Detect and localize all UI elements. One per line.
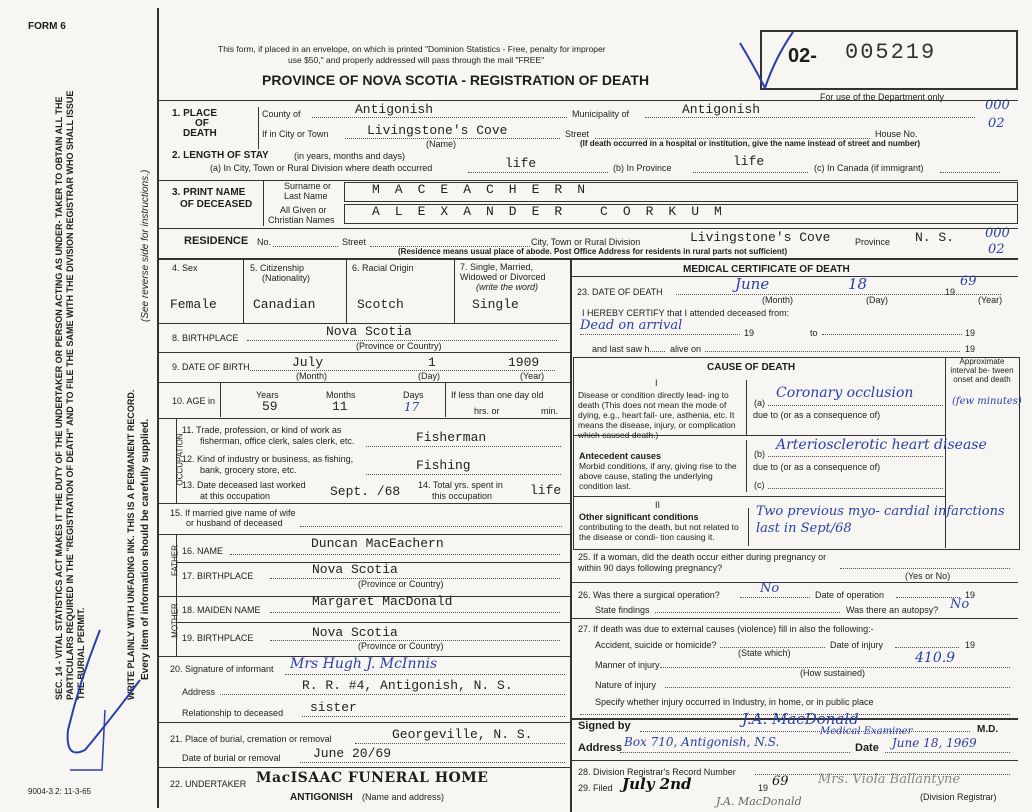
autopsy-label: Was there an autopsy? xyxy=(846,605,939,615)
municipality-label: Municipality of xyxy=(572,109,630,119)
mother-birthplace-label: 19. BIRTHPLACE xyxy=(182,633,254,643)
rule xyxy=(273,246,338,247)
checkmark-icon xyxy=(735,28,795,98)
rule xyxy=(573,435,945,436)
sex-label: 4. Sex xyxy=(172,263,198,273)
specify-label: Specify whether injury occurred in Industry, in home, or in public place xyxy=(595,697,874,707)
rule xyxy=(468,172,608,173)
dod-year-prefix: 19 xyxy=(945,287,956,297)
burial-date-label: Date of burial or removal xyxy=(182,753,281,763)
given-label-2: Christian Names xyxy=(268,215,335,225)
industry-label-2: bank, grocery store, etc. xyxy=(200,465,297,475)
days-label: Days xyxy=(403,390,424,400)
dod-year-label: (Year) xyxy=(978,295,1003,305)
day-label: (Day) xyxy=(418,371,440,381)
registrar-under: J.A. MacDonald xyxy=(716,795,802,808)
rule xyxy=(570,760,1018,761)
signature-mark-icon xyxy=(40,620,160,780)
name-label-2: OF DECEASED xyxy=(180,199,253,210)
dob-day: 1 xyxy=(428,355,436,370)
side-instructions: SEC. 14 - VITAL STATISTICS ACT MAKES IT THE DUTY OF THE UNDERTAKER OR PERSON ACTING AS UNDER- TAKER TO OBTAIN ALL THE PARTICULARS REQUIRED IN THE "REGISTRATION OF DEATH" AND TO FILE THE SAME WITH THE DIVISION REGISTRAR WHO SHALL ISSUE THE BURIAL PERMIT. xyxy=(54,90,86,700)
examiner-note: Medical Examiner xyxy=(820,726,913,737)
residence-no-label: No. xyxy=(257,237,272,247)
surname-label-2: Last Name xyxy=(284,191,328,201)
nineteen-3: 19 xyxy=(965,344,976,354)
stay-label-2: (in years, months and days) xyxy=(294,151,406,161)
other-value: Two previous myo- cardial infarctions last in Sept/68 xyxy=(756,504,1005,536)
dob-month: July xyxy=(292,355,324,370)
place-label-2: OF xyxy=(195,118,209,129)
rule xyxy=(366,474,561,475)
dod-label: 23. DATE OF DEATH xyxy=(577,287,663,297)
how-sustained-label: (How sustained) xyxy=(800,668,866,678)
informant-address-label: Address xyxy=(182,687,216,697)
autopsy-value: No xyxy=(950,597,970,612)
place-label-3: DEATH xyxy=(183,128,217,139)
surname-value: MACEACHERN xyxy=(372,182,601,197)
last-saw-label: and last saw h xyxy=(592,344,650,354)
form-number: FORM 6 xyxy=(28,21,66,32)
marital-label-3: (write the word) xyxy=(476,282,539,292)
rule xyxy=(220,694,565,695)
antecedent-label: Antecedent causes xyxy=(579,451,662,461)
rule xyxy=(158,352,570,353)
trade-label-2: fisherman, office clerk, sales clerk, etc. xyxy=(200,436,355,446)
side-instructions-2: WRITE PLAINLY WITH UNFADING INK. THIS IS A PERMANENT RECORD. xyxy=(126,389,136,700)
city-label: If in City or Town xyxy=(262,129,329,139)
form-title: PROVINCE OF NOVA SCOTIA - REGISTRATION OF DEATH xyxy=(262,72,650,88)
registrar-signature: Mrs. Viola Ballantyne xyxy=(818,772,961,787)
last-worked-label-2: at this occupation xyxy=(200,491,271,501)
rule xyxy=(270,612,560,613)
year-label: (Year) xyxy=(520,371,545,381)
rule xyxy=(302,716,565,717)
nineteen-2: 19 xyxy=(965,328,976,338)
burial-place-label: 21. Place of burial, cremation or removal xyxy=(170,734,332,744)
md-label: M.D. xyxy=(977,724,999,735)
rule xyxy=(445,383,446,417)
residence-note: (Residence means usual place of abode. Post Office Address for residents in rural parts not sufficient) xyxy=(398,247,788,256)
manner-label: Manner of injury xyxy=(595,660,660,670)
residence-province-value: N. S. xyxy=(915,230,955,245)
nineteen-1: 19 xyxy=(744,328,755,338)
dob-label: 9. DATE OF BIRTH xyxy=(172,362,250,372)
mother-maiden-value: Margaret MacDonald xyxy=(312,594,453,609)
date-value: June 18, 1969 xyxy=(892,736,977,750)
rule xyxy=(158,258,1018,260)
rule xyxy=(176,622,570,623)
undertaker-label: 22. UNDERTAKER xyxy=(170,779,247,789)
rule xyxy=(158,503,570,504)
side-instructions-4: Every item of information should be carefully supplied. xyxy=(140,418,151,680)
father-name-value: Duncan MacEachern xyxy=(311,536,444,551)
city-name-label: (Name) xyxy=(426,139,457,149)
father-birthplace-value: Nova Scotia xyxy=(312,562,398,577)
dept-code-2: 02 xyxy=(988,116,1005,131)
rule xyxy=(768,456,943,457)
dept-code-3: 000 xyxy=(985,226,1010,241)
county-value: Antigonish xyxy=(355,102,434,117)
roman-2: II xyxy=(655,500,661,510)
residence-label: RESIDENCE xyxy=(184,235,249,247)
relationship-label: Relationship to deceased xyxy=(182,708,284,718)
age-months: 11 xyxy=(332,399,348,414)
given-value: ALEXANDER CORKUM xyxy=(372,204,737,219)
spouse-label-2: or husband of deceased xyxy=(186,518,283,528)
rule xyxy=(822,334,962,335)
burial-place-value: Georgeville, N. S. xyxy=(392,727,533,742)
occupation-side-label: OCCUPATION xyxy=(175,433,185,486)
dod-day-label: (Day) xyxy=(866,295,888,305)
envelope-note: This form, if placed in an envelope, on which is printed "Dominion Statistics - Free, penalty for improper xyxy=(218,44,606,54)
rule xyxy=(620,752,850,753)
rule xyxy=(940,172,1000,173)
rule xyxy=(640,731,970,732)
rule xyxy=(230,554,560,555)
father-birthplace-sub: (Province or Country) xyxy=(358,579,444,589)
medical-title: MEDICAL CERTIFICATE OF DEATH xyxy=(683,264,850,275)
cause-a-interval: (few minutes) xyxy=(952,396,1022,407)
side-instructions-3: (See reverse side for instructions.) xyxy=(140,169,151,322)
div-registrar-label: (Division Registrar) xyxy=(920,792,997,802)
rule xyxy=(454,258,455,323)
father-name-label: 16. NAME xyxy=(182,546,224,556)
informant-signature: Mrs Hugh J. McInnis xyxy=(290,656,438,672)
address-value: Box 710, Antigonish, N.S. xyxy=(624,735,780,749)
residence-province-label: Province xyxy=(855,237,891,247)
total-years-label: 14. Total yrs. spent in xyxy=(418,480,503,490)
municipality-value: Antigonish xyxy=(682,102,761,117)
birthplace-value: Nova Scotia xyxy=(326,324,412,339)
rule xyxy=(748,508,749,546)
dod-day: 18 xyxy=(848,275,868,293)
rule xyxy=(243,258,244,323)
rule xyxy=(158,534,570,535)
due-to-label-1: due to (or as a consequence of) xyxy=(753,410,881,420)
informant-address-value: R. R. #4, Antigonish, N. S. xyxy=(302,678,513,693)
mother-maiden-label: 18. MAIDEN NAME xyxy=(182,605,261,615)
alive-on-label: alive on xyxy=(670,344,702,354)
cause-c-label: (c) xyxy=(754,480,765,490)
rule xyxy=(665,687,1010,688)
trade-label: 11. Trade, profession, or kind of work as xyxy=(182,425,342,435)
marital-label: 7. Single, Married, xyxy=(460,262,534,272)
rule xyxy=(645,117,975,118)
rule xyxy=(312,117,567,118)
months-label: Months xyxy=(326,390,356,400)
rule xyxy=(650,351,665,352)
dob-year: 1909 xyxy=(508,355,540,370)
total-years-value: life xyxy=(530,483,562,498)
rule xyxy=(355,743,565,744)
findings-label: State findings xyxy=(595,605,650,615)
relationship-value: sister xyxy=(310,700,357,715)
cause-a-value: Coronary occlusion xyxy=(776,385,914,401)
stay-a-label: (a) In City, Town or Rural Division where death occurred xyxy=(210,163,433,173)
name-label: 3. PRINT NAME xyxy=(172,187,246,198)
rule xyxy=(158,767,570,768)
cause-b-label: (b) xyxy=(754,449,765,459)
filed-value: July 2nd xyxy=(622,775,692,793)
op-date-label: Date of operation xyxy=(815,590,885,600)
q28-label: 28. Division Registrar's Record Number xyxy=(578,767,736,777)
birthplace-sub: (Province or Country) xyxy=(356,341,442,351)
signed-by-value: J.A. MacDonald xyxy=(742,710,859,728)
rule xyxy=(570,618,1018,619)
registration-prefix: 02- xyxy=(788,45,817,67)
sex-value: Female xyxy=(170,297,217,312)
burial-date-value: June 20/69 xyxy=(313,746,392,761)
rule xyxy=(158,418,570,419)
stay-a-value: life xyxy=(505,156,537,171)
rule xyxy=(285,674,565,675)
hospital-note: (If death occurred in a hospital or institution, give the name instead of street and number) xyxy=(580,139,921,148)
q26-label: 26. Was there a surgical operation? xyxy=(578,590,720,600)
citizenship-value: Canadian xyxy=(253,297,316,312)
birthplace-label: 8. BIRTHPLACE xyxy=(172,333,239,343)
classification-code: 410.9 xyxy=(915,650,956,666)
rule xyxy=(768,488,943,489)
undertaker-value: MacISAAC FUNERAL HOME xyxy=(256,770,489,786)
marital-label-2: Widowed or Divorced xyxy=(460,272,546,282)
roman-1: I xyxy=(655,378,658,388)
rule xyxy=(746,440,747,492)
given-label: All Given or xyxy=(280,205,327,215)
filed-year: 69 xyxy=(772,774,789,789)
stay-b-label: (b) In Province xyxy=(613,163,672,173)
rule xyxy=(300,526,562,527)
q29-label: 29. Filed xyxy=(578,783,613,793)
hrs-label: hrs. or xyxy=(474,406,500,416)
filed-year-prefix: 19 xyxy=(758,783,769,793)
due-to-label-2: due to (or as a consequence of) xyxy=(753,462,881,472)
cause-a-label: (a) xyxy=(754,398,765,408)
to-label: to xyxy=(810,328,818,338)
marital-value: Single xyxy=(472,297,519,312)
approx-interval-label: Approximate interval be- tween onset and death xyxy=(950,357,1014,384)
residence-city-value: Livingstone's Cove xyxy=(690,230,831,245)
antecedent-desc: Morbid conditions, if any, giving rise to the above cause, stating the underlying condition last. xyxy=(579,461,737,491)
father-side-label: FATHER xyxy=(170,545,180,576)
undertaker-name-addr-label: (Name and address) xyxy=(362,792,445,802)
rule xyxy=(570,276,1018,277)
mother-birthplace-sub: (Province or Country) xyxy=(358,641,444,651)
yes-no-label: (Yes or No) xyxy=(905,571,951,581)
center-divider xyxy=(570,258,572,812)
rule xyxy=(895,647,959,648)
min-label: min. xyxy=(541,406,559,416)
q26-value: No xyxy=(760,581,780,596)
rule xyxy=(768,405,943,406)
spouse-label: 15. If married give name of wife xyxy=(170,508,296,518)
racial-value: Scotch xyxy=(357,297,404,312)
cause-title: CAUSE OF DEATH xyxy=(707,362,796,373)
stay-label: 2. LENGTH OF STAY xyxy=(172,150,269,161)
last-worked-value: Sept. /68 xyxy=(330,484,401,499)
stay-b-value: life xyxy=(733,154,765,169)
last-worked-label: 13. Date deceased last worked xyxy=(182,480,306,490)
rule xyxy=(580,334,740,335)
undertaker-city: ANTIGONISH xyxy=(290,792,353,803)
envelope-note-2: use $50," and properly addressed will pass through the mail "FREE" xyxy=(288,55,545,65)
q27-label: 27. If death was due to external causes (violence) fill in also the following:- xyxy=(578,624,874,634)
mother-side-label: MOTHER xyxy=(170,603,180,638)
dept-use-note: For use of the Department only xyxy=(820,92,945,102)
certify-label: I HEREBY CERTIFY that I attended deceased from: xyxy=(582,308,790,318)
print-code: 9004-3.2: 11-3-65 xyxy=(28,787,92,796)
rule xyxy=(346,258,347,323)
county-label: County of xyxy=(262,109,301,119)
dod-month: June xyxy=(735,275,770,293)
injury-date-label: Date of injury xyxy=(830,640,884,650)
citizenship-label-2: (Nationality) xyxy=(262,273,311,283)
date-label: Date xyxy=(855,742,879,754)
rule xyxy=(300,762,565,763)
certify-value: Dead on arrival xyxy=(580,318,683,333)
informant-sig-label: 20. Signature of informant xyxy=(170,664,274,674)
nineteen-4: 19 xyxy=(965,590,976,600)
rule xyxy=(573,496,945,497)
rule xyxy=(840,568,1010,569)
dod-month-label: (Month) xyxy=(762,295,794,305)
dept-code-4: 02 xyxy=(988,242,1005,257)
father-birthplace-label: 17. BIRTHPLACE xyxy=(182,571,254,581)
state-which-label: (State which) xyxy=(738,648,791,658)
residence-street-label: Street xyxy=(342,237,367,247)
signed-by-label: Signed by xyxy=(578,720,631,732)
cause-b-value: Arteriosclerotic heart disease xyxy=(776,437,987,453)
registration-number: 005219 xyxy=(845,40,937,65)
address-label: Address xyxy=(578,742,623,754)
nature-label: Nature of injury xyxy=(595,680,657,690)
less-than-day-label: If less than one day old xyxy=(451,390,544,400)
age-years: 59 xyxy=(262,399,278,414)
age-label: 10. AGE in xyxy=(172,396,216,406)
citizenship-label: 5. Citizenship xyxy=(250,263,305,273)
racial-label: 6. Racial Origin xyxy=(352,263,414,273)
street-label: Street xyxy=(565,129,590,139)
rule xyxy=(220,383,221,417)
industry-value: Fishing xyxy=(416,458,471,473)
rule xyxy=(705,351,960,352)
years-label: Years xyxy=(256,390,279,400)
dod-year: 69 xyxy=(960,274,977,289)
city-value: Livingstone's Cove xyxy=(367,123,508,138)
dept-code-1: 000 xyxy=(985,98,1010,113)
trade-value: Fisherman xyxy=(416,430,487,445)
other-label: Other significant conditions xyxy=(579,512,699,522)
accident-label: Accident, suicide or homicide? xyxy=(595,640,717,650)
rule xyxy=(693,172,808,173)
rule xyxy=(158,228,1018,229)
rule xyxy=(655,612,840,613)
rule xyxy=(366,446,561,447)
rule xyxy=(885,752,1010,753)
rule xyxy=(570,582,1018,583)
mother-birthplace-value: Nova Scotia xyxy=(312,625,398,640)
total-years-label-2: this occupation xyxy=(432,491,493,501)
surname-label: Surname or xyxy=(284,181,332,191)
month-label: (Month) xyxy=(296,371,328,381)
residence-city-label: City, Town or Rural Division xyxy=(531,237,641,247)
other-desc: contributing to the death, but not related to the disease or condi- tion causing it. xyxy=(579,522,739,542)
house-label: House No. xyxy=(875,129,918,139)
rule xyxy=(746,380,747,435)
rule xyxy=(676,294,1001,295)
rule xyxy=(158,722,570,723)
industry-label: 12. Kind of industry or business, as fishing, xyxy=(182,454,354,464)
rule xyxy=(740,597,810,598)
rule xyxy=(263,181,264,226)
rule xyxy=(258,107,259,149)
rule xyxy=(158,100,1018,101)
nineteen-5: 19 xyxy=(965,640,976,650)
place-label: 1. PLACE xyxy=(172,108,218,119)
disease-label: Disease or condition directly lead- ing to death (This does not mean the mode of dying, e.g., heart fail- ure, asthenia, etc. It means the disease, injury, or complication which caused death.) xyxy=(578,390,736,440)
q25-label: 25. If a woman, did the death occur either during pregnancy or within 90 days following pregnancy? xyxy=(578,552,827,573)
age-days: 17 xyxy=(404,400,420,414)
stay-c-label: (c) In Canada (if immigrant) xyxy=(814,163,924,173)
